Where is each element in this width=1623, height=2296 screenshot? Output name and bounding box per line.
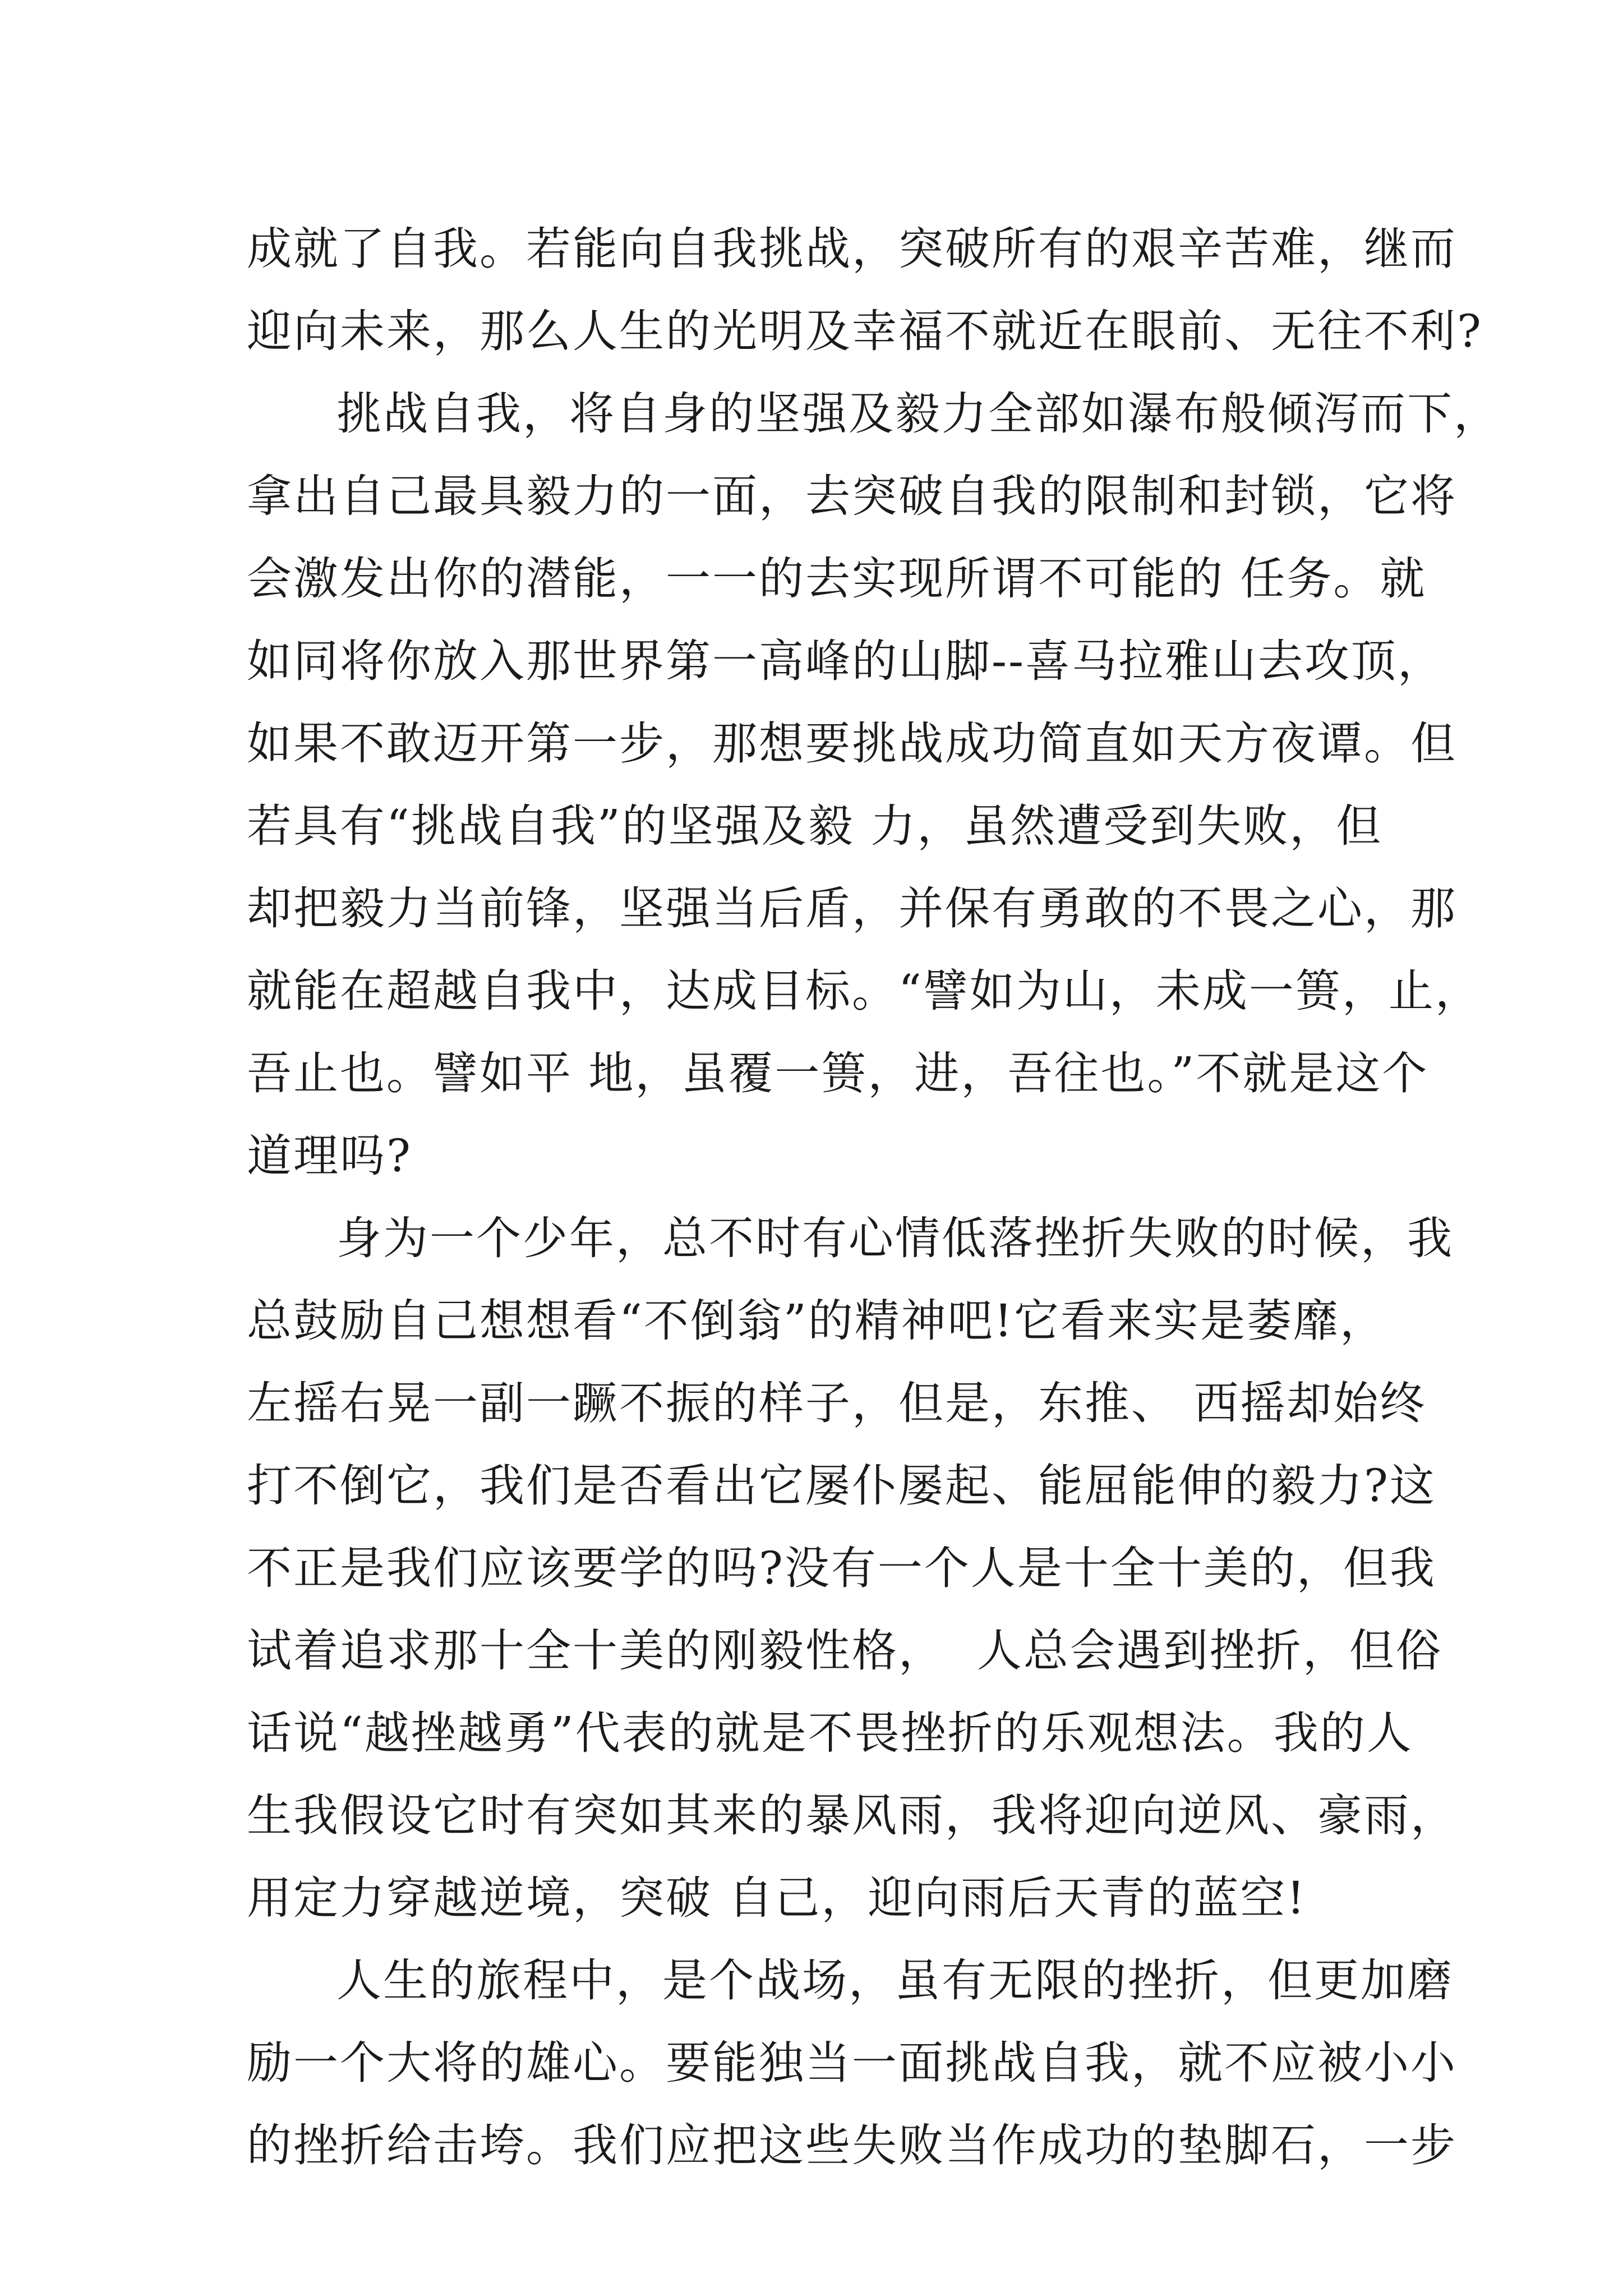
paragraph-first-line: 人生的旅程中，是个战场，虽有无限的挫折，但更加磨 — [336, 1954, 1454, 2007]
text-line: 左摇右晃一副一蹶不振的样子，但是，东推、 西摇却始终 — [247, 1377, 1427, 1429]
text-line: 生我假设它时有突如其来的暴风雨，我将迎向逆风、豪雨， — [247, 1789, 1457, 1842]
text-line: 用定力穿越逆境，突破 自己，迎向雨后天青的蓝空! — [247, 1872, 1307, 1924]
text-line: 吾止也。譬如平 地，虽覆一篑，进，吾往也。”不就是这个 — [247, 1047, 1429, 1099]
text-line: 成就了自我。若能向自我挑战，突破所有的艰辛苦难，继而 — [247, 223, 1457, 275]
text-line: 如同将你放入那世界第一高峰的山脚--喜马拉雅山去攻顶， — [247, 635, 1445, 687]
text-line: 励一个大将的雄心。要能独当一面挑战自我，就不应被小小 — [247, 2037, 1457, 2089]
paragraph-first-line: 挑战自我，将自身的坚强及毅力全部如瀑布般倾泻而下， — [336, 388, 1500, 440]
text-line: 不正是我们应该要学的吗?没有一个人是十全十美的，但我 — [247, 1542, 1436, 1594]
text-line: 话说“越挫越勇”代表的就是不畏挫折的乐观想法。我的人 — [247, 1707, 1413, 1759]
text-line: 却把毅力当前锋，坚强当后盾，并保有勇敢的不畏之心，那 — [247, 882, 1457, 935]
text-line: 迎向未来，那么人生的光明及幸福不就近在眼前、无往不利? — [247, 305, 1483, 357]
text-line: 拿出自己最具毅力的一面，去突破自我的限制和封锁，它将 — [247, 470, 1457, 522]
text-line: 的挫折给击垮。我们应把这些失败当作成功的垫脚石，一步 — [247, 2119, 1457, 2171]
text-line: 打不倒它，我们是否看出它屡仆屡起、能屈能伸的毅力?这 — [247, 1460, 1436, 1512]
text-line: 会激发出你的潜能，一一的去实现所谓不可能的 任务。就 — [247, 553, 1427, 605]
paragraph-first-line: 身为一个少年，总不时有心情低落挫折失败的时候，我 — [336, 1212, 1454, 1264]
body-text — [247, 208, 1500, 2187]
text-line: 如果不敢迈开第一步，那想要挑战成功简直如天方夜谭。但 — [247, 717, 1457, 770]
text-line: 试着追求那十全十美的刚毅性格， 人总会遇到挫折，但俗 — [247, 1625, 1442, 1677]
text-line: 总鼓励自己想想看“不倒翁”的精神吧!它看来实是萎靡， — [247, 1295, 1386, 1347]
text-line: 若具有“挑战自我”的坚强及毅 力，虽然遭受到失败，但 — [247, 800, 1383, 852]
text-line: 就能在超越自我中，达成目标。“譬如为山，未成一篑，止， — [247, 965, 1482, 1017]
text-line: 道理吗? — [247, 1130, 412, 1182]
